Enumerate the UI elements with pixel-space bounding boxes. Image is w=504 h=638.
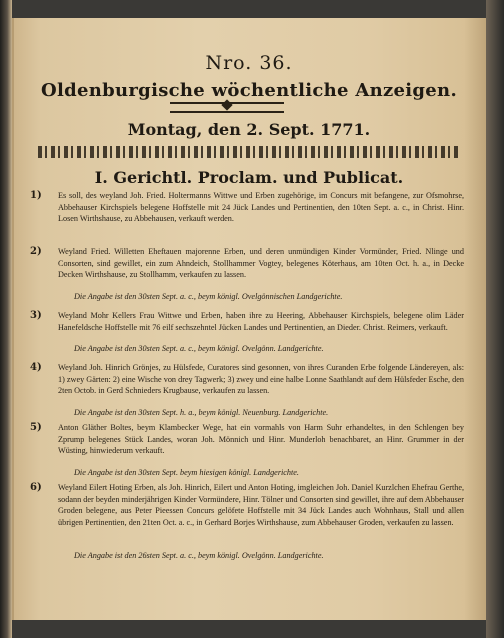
entry-number: 5) bbox=[30, 422, 42, 433]
entry-closing: Die Angabe ist den 26sten Sept. a. c., beym königl. Ovelgönn. Landgerichte. bbox=[74, 551, 324, 560]
title-rule bbox=[170, 102, 284, 113]
masthead bbox=[12, 52, 486, 101]
entry-closing: Die Angabe ist den 30sten Sept. a. c., beym königl. Ovelgönn. Landgerichte. bbox=[74, 344, 324, 353]
entry-number: 4) bbox=[30, 362, 42, 373]
entry-text: Weyland Joh. Hinrich Grönjes, zu Hülsfede, Curatores sind gesonnen, von ihres Curanden Erbe folgende Ländereyen, als: 1) zwey Gärten: 2) eine Wische von drey Tagwerk; 3) zwey und eine halbe Lonne Saathlandt auf dem Hülsfeder Esche, den 2ten Octob. in Gerd Schnieders Krugbause, verkaufen zu lassen. bbox=[58, 363, 464, 396]
section-heading: I. Gerichtl. Proclam. und Publicat. bbox=[94, 168, 404, 187]
previous-page-edge bbox=[0, 0, 12, 638]
entry-text: Weyland Eilert Hoting Erben, als Joh. Hinrich, Eilert und Anton Hoting, imgleichen Joh. Daniel Kurzlchen Ehefrau Gerthe, sodann der beyden minderjährigen Kinder Vormündere, Hinr. Tölner und Consorten sind gewillet, ihre auf dem Abbehauser Groden belegene, aus Peter Pieessen Concurs gelöfete Hoffstelle mit 34 Jück Landes auch Wohnhaus, Stall und allen übrigen Pertinentien, den 21ten Oct. a. c., in Gerhard Borjes Wirthshause, zum Abbehauser Groden, verkaufen zu lassen. bbox=[58, 483, 464, 527]
entry-number: 1) bbox=[30, 190, 42, 201]
entry-text: Weyland Mohr Kellers Frau Wittwe und Erben, haben ihre zu Heering, Abbehauser Kirchspiels, belegene olim Läder Hanefeldsche Hoffstelle mit 76 eilf sechszehntel Jücken Landes und Pertinentien, an Dieder. Christ. Reimers, verkauft. bbox=[58, 311, 464, 332]
issue-number: Nro. 36. bbox=[205, 52, 293, 74]
entry-text: Anton Gläther Boltes, beym Klambecker Wege, hat ein vormahls von Harm Suhr erhandeltes, in den Schlengen bey Zprump belegenes Stück Landes, woran Joh. Mönnich und Hinr. Munderloh benachbaret, an Hinr. Grummer in der Wüsting, hinwiederum verkauft. bbox=[58, 423, 464, 456]
entry-text: Weyland Fried. Willetten Eheftauen majorenne Erben, und deren unmündigen Kinder Vormünder, Fried. Nlinge und Consorten, sind gewillet, ein zum Ahndeich, Stollhammer Vogtey, belegenes Köterhaus, am 10ten Oct. h. a., in Decke Decken Wirthshause, zu Stollhamm, verkaufen zu lassen. bbox=[58, 247, 464, 280]
entry-number: 6) bbox=[30, 482, 42, 493]
entry-closing: Die Angabe ist den 30sten Sept. beym hiesigen königl. Landgerichte. bbox=[74, 468, 299, 477]
ornamental-border bbox=[38, 146, 458, 158]
newspaper-page bbox=[12, 18, 486, 620]
entry-text: Es soll, des weyland Joh. Fried. Holtermanns Wittwe und Erben zugehörige, im Concurs mit befangene, zur Ofsmohrse, Abbehauser Kirchspiels belegene Hoffstelle mit 24 Jück Landes und Pertinentien, den 10ten Sept. a. c., in Christ. Hinr. Losen Wirthshause, zu Abbehausen, verkauft werden. bbox=[58, 191, 464, 224]
scan-right-edge bbox=[486, 0, 504, 638]
page-curl-shadow bbox=[464, 18, 486, 620]
entry-closing: Die Angabe ist den 30sten Sept. a. c., beym königl. Ovelgönnischen Landgerichte. bbox=[74, 292, 343, 301]
entry-closing: Die Angabe ist den 30sten Sept. h. a., beym königl. Neuenburg. Landgerichte. bbox=[74, 408, 329, 417]
entry-number: 3) bbox=[30, 310, 42, 321]
entry-number: 2) bbox=[30, 246, 42, 257]
issue-date: Montag, den 2. Sept. 1771. bbox=[127, 120, 371, 139]
paper-title: Oldenburgische wöchentliche Anzeigen. bbox=[40, 80, 458, 101]
